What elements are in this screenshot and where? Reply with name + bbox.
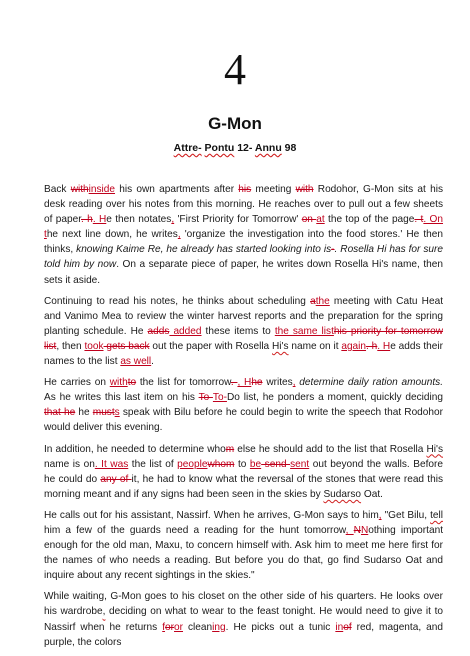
date-pontu: Pontu bbox=[204, 142, 235, 154]
text-run: othing important enough for the old man, Maxu, to concern himself with. Ask him to meet me here first for the names of who needs a reading. But before you do that, go find Sudarso Oat and inquire about any recent sightings in the skies." bbox=[44, 524, 443, 582]
tracked-insertion: took bbox=[84, 340, 104, 352]
tracked-insertion: s bbox=[114, 407, 120, 419]
text-run: deciding on what to wear to the feast tonight. He would need to give it to Nassirf when he returns bbox=[44, 606, 443, 633]
spelling-flag: tell bbox=[430, 509, 443, 521]
text-run: his own apartments after bbox=[115, 184, 239, 195]
tracked-deletion: any of bbox=[100, 473, 132, 485]
text-run: he next line down, he writes bbox=[46, 229, 178, 241]
tracked-insertion: , bbox=[345, 524, 354, 536]
tracked-insertion: with bbox=[109, 377, 128, 389]
text-run: . bbox=[151, 356, 154, 368]
tracked-deletion: his priority for tomorrow list bbox=[44, 325, 443, 352]
tracked-deletion: he bbox=[251, 377, 263, 389]
text-run: the top of the page bbox=[324, 214, 415, 226]
tracked-insertion: . On t bbox=[44, 214, 443, 241]
text-run: clean bbox=[183, 621, 213, 633]
text-run: him a few of the guards need a reading for the hunt tomorrow bbox=[44, 524, 346, 536]
italic-text: knowing Kaime Re, he already has started looking into is bbox=[76, 244, 332, 256]
tracked-insertion: as well bbox=[120, 356, 152, 368]
paragraph bbox=[44, 182, 443, 288]
tracked-insertion: or bbox=[174, 621, 183, 633]
tracked-deletion: To bbox=[198, 392, 213, 404]
tracked-deletion: . h bbox=[81, 214, 93, 226]
tracked-deletion: that he bbox=[44, 407, 76, 419]
text-run: As he writes this last item on his bbox=[44, 392, 199, 404]
tracked-insertion: the same list bbox=[274, 325, 334, 337]
tracked-deletion: a bbox=[310, 295, 316, 307]
chapter-date bbox=[0, 141, 470, 155]
text-run: e adds their names to the list bbox=[44, 340, 443, 368]
text-run: else he should add to the list that Rosella bbox=[234, 443, 427, 455]
tracked-deletion: of bbox=[343, 621, 352, 633]
date-year: 98 bbox=[281, 142, 297, 154]
tracked-insertion: , bbox=[171, 214, 175, 226]
paragraph bbox=[44, 442, 443, 502]
paragraph bbox=[44, 508, 443, 583]
date-day: 12- bbox=[234, 142, 255, 154]
text-run: 'First Priority for Tomorrow' bbox=[174, 214, 302, 226]
text-run: Continuing to read his notes, he thinks about scheduling bbox=[44, 295, 311, 307]
text-run: meeting with Catu Heat and Vanimo Mea to review the winter harvest reports and the preparation for the spring planting schedule. He bbox=[44, 295, 443, 337]
text-run: he bbox=[75, 407, 93, 419]
paragraph bbox=[44, 375, 443, 435]
tracked-insertion: the bbox=[315, 295, 330, 307]
paragraph bbox=[44, 589, 443, 649]
tracked-deletion: N bbox=[353, 524, 361, 536]
text-run: out beyond the walls. Before he could do bbox=[44, 458, 443, 485]
text-run: "Get Bilu, bbox=[381, 509, 431, 521]
tracked-deletion: must bbox=[92, 407, 115, 419]
text-run: Oat. bbox=[361, 488, 383, 500]
text-run: He calls out for his assistant, Nassirf. When he arrives, G-Mon says to him bbox=[44, 509, 379, 521]
text-run: While waiting, G-Mon goes to his closet on the other side of his quarters. He looks over his wardrobe bbox=[44, 591, 443, 618]
text-run: to bbox=[234, 458, 250, 470]
tracked-insertion: at bbox=[316, 214, 325, 226]
text-run: these items to bbox=[201, 325, 275, 337]
tracked-deletion: . bbox=[230, 377, 238, 389]
tracked-insertion: inside bbox=[88, 184, 116, 195]
tracked-deletion: m bbox=[225, 443, 235, 455]
paragraph bbox=[44, 294, 443, 369]
date-attre: Attre- bbox=[173, 142, 202, 154]
tracked-deletion: . t bbox=[414, 214, 424, 226]
text-run: name is on bbox=[44, 458, 95, 470]
body-text bbox=[44, 182, 443, 656]
tracked-insertion: , bbox=[177, 229, 181, 241]
tracked-insertion: . H bbox=[377, 340, 391, 352]
spelling-flag: Hi's bbox=[426, 443, 443, 455]
tracked-insertion: N bbox=[360, 524, 369, 536]
tracked-deletion: gets back bbox=[103, 340, 150, 352]
tracked-insertion: again bbox=[341, 340, 367, 352]
tracked-deletion: with bbox=[70, 184, 89, 195]
text-run: name on it bbox=[288, 340, 342, 352]
text-run: Rodohor, G-Mon sits at his desk reading over his notes from this morning. He reaches over to pull out a few sheets of paper bbox=[44, 184, 443, 226]
tracked-insertion: be bbox=[249, 458, 262, 470]
spelling-flag: Hi's bbox=[272, 340, 289, 352]
tracked-deletion: whom bbox=[207, 458, 235, 470]
text-run: the list of bbox=[128, 458, 178, 470]
tracked-deletion: his bbox=[238, 184, 252, 195]
tracked-insertion: added bbox=[169, 325, 202, 337]
text-run: He carries on bbox=[44, 377, 110, 389]
tracked-deletion: or bbox=[165, 621, 175, 633]
text-run: , then bbox=[56, 340, 85, 352]
tracked-insertion: . H bbox=[92, 214, 107, 226]
text-run: meeting bbox=[251, 184, 296, 195]
tracked-insertion: , bbox=[378, 509, 382, 521]
tracked-insertion: . It was bbox=[94, 458, 129, 470]
text-run: Do list, he ponders a moment, quickly deciding bbox=[226, 392, 443, 404]
text-run: red, magenta, and purple, the colors bbox=[44, 621, 443, 648]
tracked-deletion: adds bbox=[147, 325, 170, 337]
spelling-flag: , bbox=[102, 606, 106, 618]
chapter-title: G-Mon bbox=[208, 114, 262, 133]
tracked-deletion: to bbox=[127, 377, 137, 389]
italic-text: determine daily ration amounts. bbox=[299, 377, 444, 389]
tracked-insertion: , H bbox=[237, 377, 252, 389]
tracked-insertion: sent bbox=[290, 458, 310, 470]
text-run: writes bbox=[262, 377, 293, 389]
tracked-deletion: . h bbox=[366, 340, 378, 352]
text-run: . He picks out a tunic bbox=[225, 621, 336, 633]
tracked-insertion: ing bbox=[212, 621, 226, 633]
text-run: e then notates bbox=[106, 214, 172, 226]
tracked-insertion: in bbox=[335, 621, 344, 633]
text-run: the list for tomorrow bbox=[136, 377, 231, 389]
text-run: out the paper with Rosella bbox=[149, 340, 272, 352]
tracked-deletion: - bbox=[331, 244, 335, 256]
text-run: Back bbox=[44, 184, 71, 195]
date-annu: Annu bbox=[254, 142, 282, 154]
text-run: . On a separate piece of paper, he writes down Rosella Hi's name, then sets it aside. bbox=[44, 259, 443, 286]
tracked-deletion: on bbox=[301, 214, 317, 226]
text-run: it, he had to know what the reversal of the stones that were read this morning meant and if any signs had been seen in the skies by bbox=[44, 473, 444, 500]
tracked-insertion: f bbox=[162, 621, 166, 633]
tracked-insertion: To- bbox=[212, 392, 227, 404]
italic-text: . Rosella Hi has for sure told him by now bbox=[44, 244, 443, 271]
text-run: 'organize the investigation into the food stores.' He then thinks, bbox=[44, 229, 443, 256]
spelling-flag: Sudarso bbox=[323, 488, 362, 500]
text-run: In addition, he needed to determine who bbox=[44, 443, 226, 455]
chapter-number: 4 bbox=[224, 45, 246, 94]
tracked-deletion: send bbox=[261, 458, 291, 470]
tracked-insertion: , bbox=[292, 377, 296, 389]
text-run: speak with Bilu before he could begin to write the speech that Rodohor would deliver this evening. bbox=[44, 407, 443, 434]
tracked-insertion: people bbox=[177, 458, 208, 470]
tracked-deletion: with bbox=[295, 184, 314, 195]
